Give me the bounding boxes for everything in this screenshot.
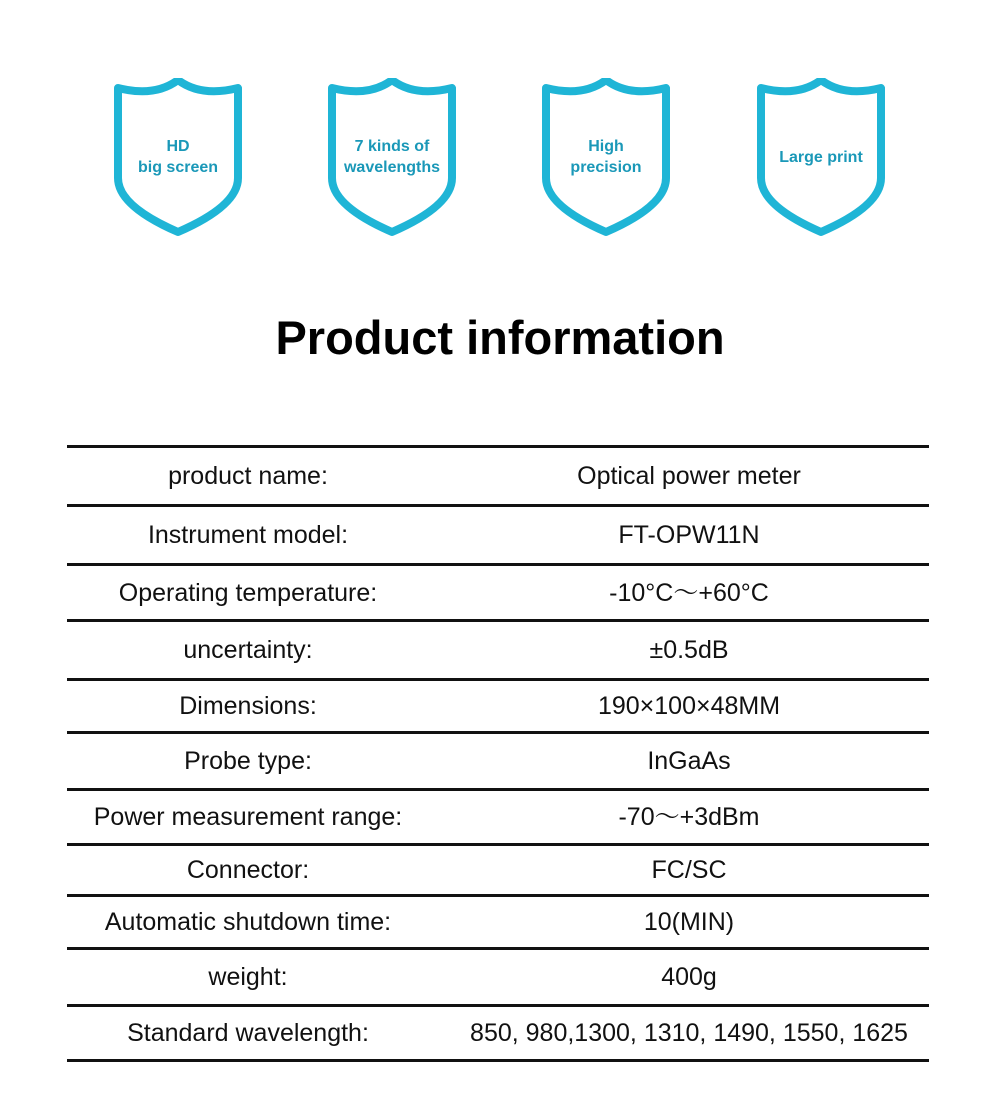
feature-badge-hd (110, 78, 246, 238)
spec-value: -70～+3dBm (618, 803, 760, 831)
spec-label: Standard wavelength: (127, 1019, 369, 1047)
spec-label: Power measurement range: (93, 803, 403, 831)
spec-value: FT-OPW11N (618, 521, 760, 549)
feature-badge-label: HD big screen (137, 138, 219, 176)
spec-value: Optical power meter (577, 462, 801, 490)
table-row (67, 897, 929, 950)
table-row (67, 734, 929, 791)
spec-label: Probe type: (184, 747, 312, 775)
spec-label: Dimensions: (179, 692, 317, 720)
spec-value: ±0.5dB (649, 636, 729, 664)
spec-value: FC/SC (651, 856, 727, 884)
feature-badges (0, 78, 1000, 240)
spec-label: Operating temperature: (118, 578, 378, 607)
table-row (67, 507, 929, 566)
table-row (67, 566, 929, 622)
spec-label: Connector: (186, 856, 310, 884)
feature-badge-precision (538, 78, 674, 238)
spec-value: 10(MIN) (643, 908, 735, 936)
table-row (67, 791, 929, 846)
feature-badge-wavelengths (324, 78, 460, 238)
feature-badge-label: High precision (570, 138, 642, 176)
spec-label: product name: (168, 462, 328, 490)
spec-label: Instrument model: (147, 521, 349, 549)
feature-badge-label: Large print (779, 148, 863, 166)
feature-badge-large-print (753, 78, 889, 238)
table-row (67, 448, 929, 507)
feature-badge-label: 7 kinds of wavelengths (343, 138, 441, 176)
spec-value: 190×100×48MM (597, 692, 781, 720)
spec-table (67, 445, 929, 1062)
table-row (67, 681, 929, 734)
page-title: Product information (275, 311, 725, 364)
table-row (67, 950, 929, 1007)
spec-value: 850, 980,1300, 1310, 1490, 1550, 1625 (470, 1019, 908, 1047)
table-row (67, 846, 929, 897)
spec-label: uncertainty: (183, 636, 313, 664)
spec-value: 400g (661, 963, 717, 991)
spec-label: weight: (208, 963, 288, 991)
table-row (67, 1007, 929, 1062)
table-row (67, 622, 929, 681)
spec-label: Automatic shutdown time: (104, 908, 392, 936)
spec-value: -10°C～+60°C (609, 578, 769, 607)
spec-value: InGaAs (647, 747, 731, 775)
